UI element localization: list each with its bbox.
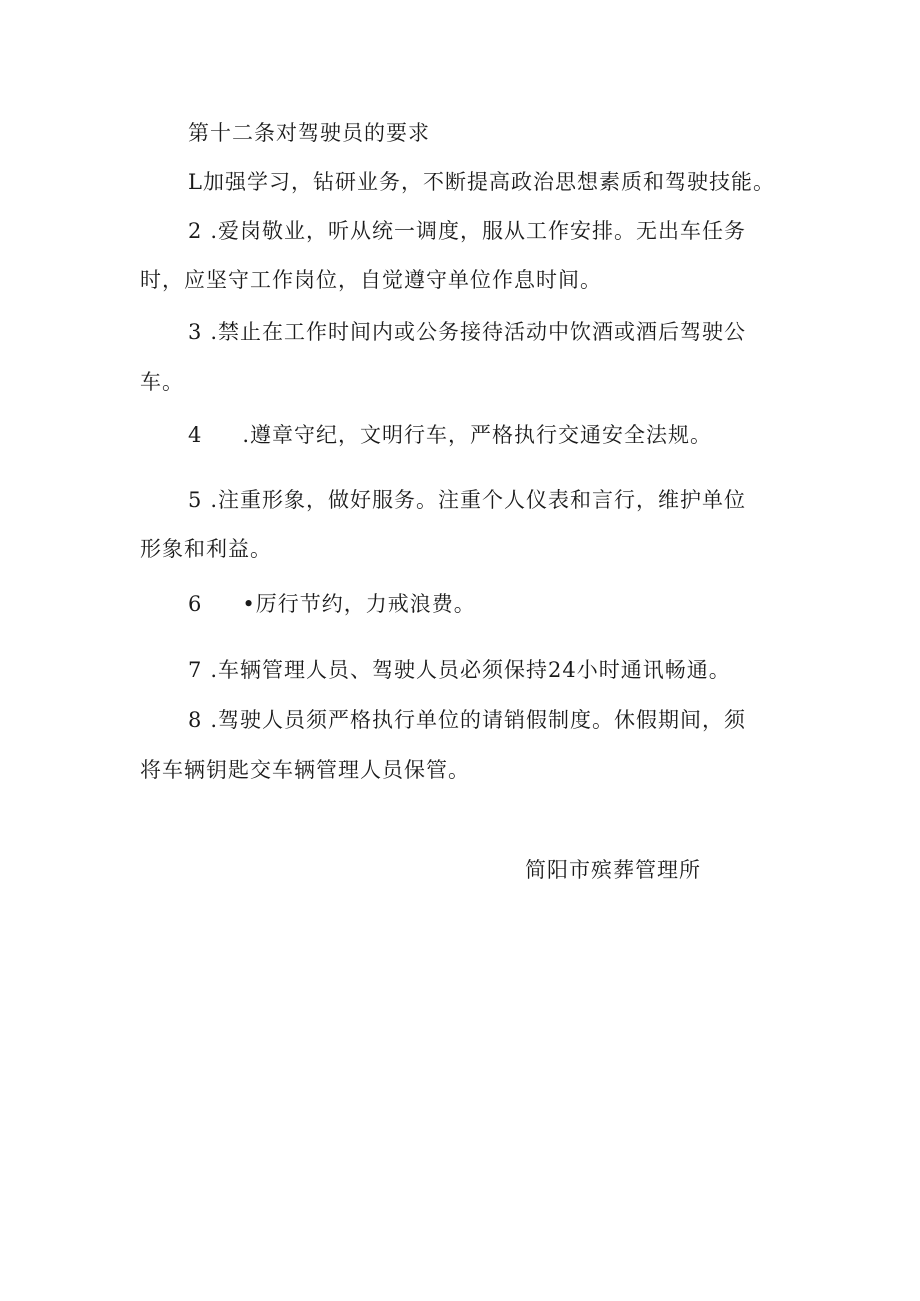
item-2-text-1: .爱岗敬业，听从统一调度，服从工作安排。无出车任务 bbox=[210, 219, 747, 243]
item-1-text: 加强学习，钻研业务，不断提高政治思想素质和驾驶技能。 bbox=[202, 170, 775, 194]
item-2-line-1 bbox=[188, 221, 746, 242]
item-5-line-2: 形象和利益。 bbox=[140, 537, 272, 561]
item-5-text-1: .注重形象，做好服务。注重个人仪表和言行，维护单位 bbox=[210, 488, 747, 512]
item-4-marker: 4 bbox=[188, 423, 203, 447]
item-8-marker: 8 bbox=[188, 708, 203, 732]
item-2-line-2: 时，应坚守工作岗位，自觉遵守单位作息时间。 bbox=[140, 268, 602, 292]
item-7-line-1 bbox=[188, 660, 731, 681]
item-5-line-1 bbox=[188, 490, 746, 511]
article-heading: 第十二条对驾驶员的要求 bbox=[188, 121, 430, 145]
item-2-marker: 2 bbox=[188, 219, 203, 243]
item-7-text-1: .车辆管理人员、驾驶人员必须保持24小时通讯畅通。 bbox=[210, 658, 731, 682]
item-4-line-1 bbox=[188, 425, 712, 446]
item-3-line-2: 车。 bbox=[140, 370, 184, 394]
signature: 简阳市殡葬管理所 bbox=[525, 858, 701, 882]
item-7-marker: 7 bbox=[188, 658, 203, 682]
item-3-line-1 bbox=[188, 322, 746, 343]
item-1-marker: L bbox=[188, 170, 203, 194]
item-1-line-1 bbox=[188, 172, 775, 193]
item-8-text-1: .驾驶人员须严格执行单位的请销假制度。休假期间，须 bbox=[210, 708, 747, 732]
item-8-line-1 bbox=[188, 710, 746, 731]
item-6-text-1: •厉行节约，力戒浪费。 bbox=[242, 592, 476, 616]
item-4-text-1: .遵章守纪，文明行车，严格执行交通安全法规。 bbox=[242, 423, 713, 447]
item-5-marker: 5 bbox=[188, 488, 203, 512]
item-3-text-1: .禁止在工作时间内或公务接待活动中饮酒或酒后驾驶公 bbox=[210, 320, 747, 344]
item-6-line-1 bbox=[188, 594, 476, 615]
item-3-marker: 3 bbox=[188, 320, 203, 344]
item-8-line-2: 将车辆钥匙交车辆管理人员保管。 bbox=[140, 758, 470, 782]
item-6-marker: 6 bbox=[188, 592, 203, 616]
